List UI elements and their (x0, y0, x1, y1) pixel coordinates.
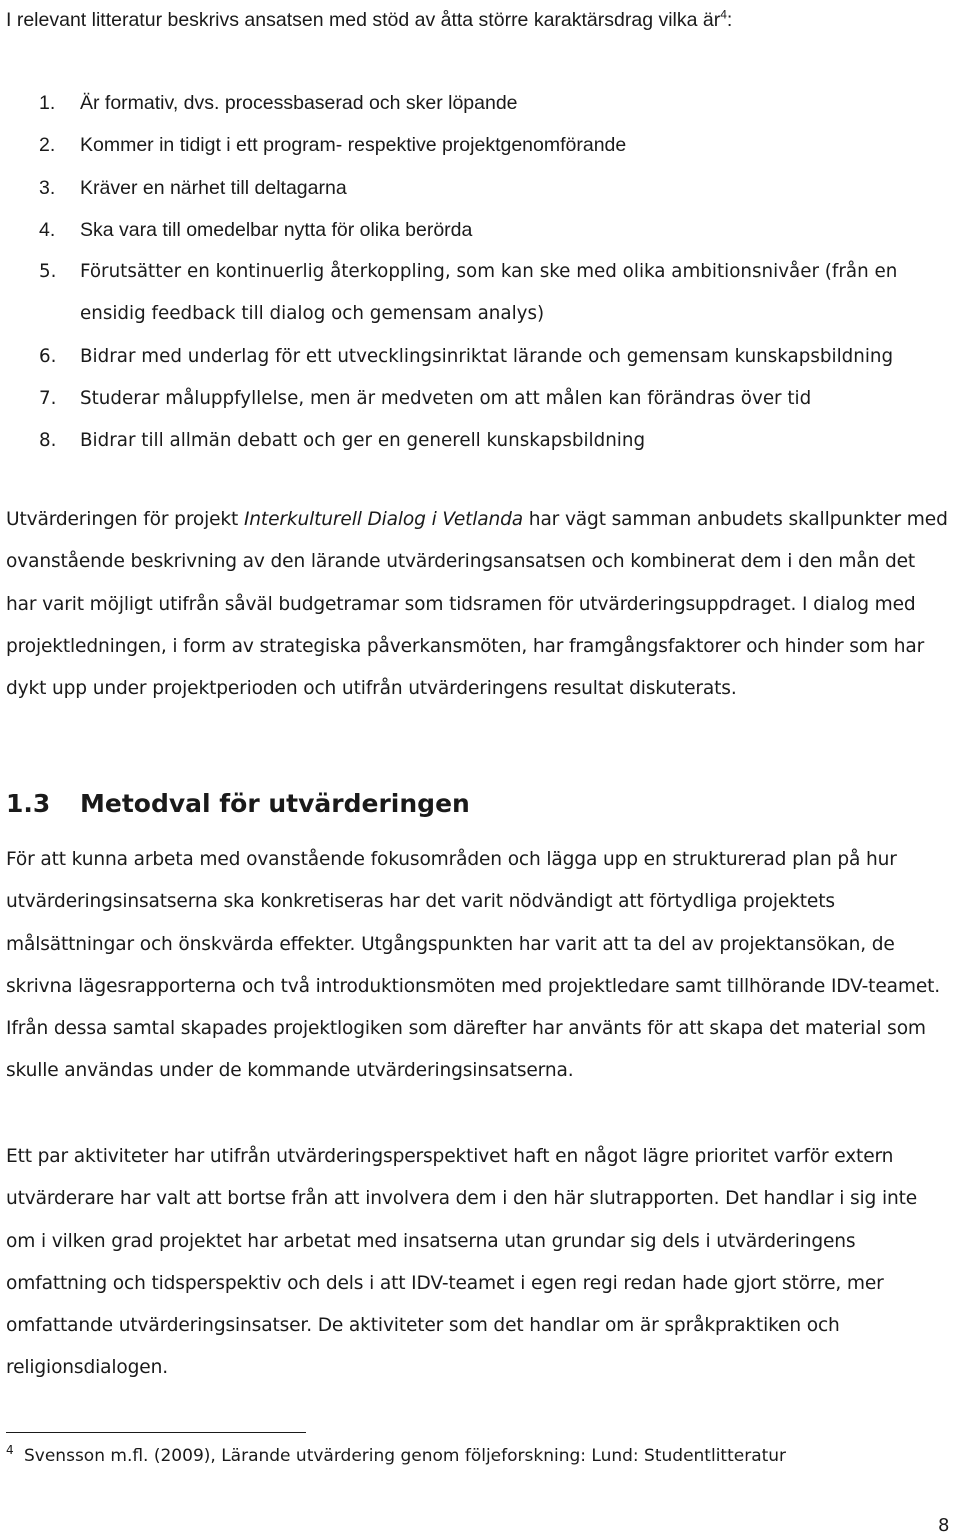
list-item-text: Kräver en närhet till deltagarna (80, 176, 347, 199)
list-item-number: 2. (39, 134, 56, 157)
characteristics-list (0, 82, 940, 463)
list-item-text: Bidrar med underlag för ett utvecklingsinriktat lärande och gemensam kunskapsbildning (80, 345, 894, 367)
list-item-text: Kommer in tidigt i ett program- respektive projektgenomförande (80, 134, 627, 157)
list-item (0, 167, 940, 209)
project-name: Interkulturell Dialog i Vetlanda (243, 509, 524, 530)
list-item-number: 3. (39, 176, 56, 199)
list-item-text: Är formativ, dvs. processbaserad och sker löpande (80, 92, 518, 114)
list-item-number: 4. (39, 218, 56, 241)
section-title: Metodval för utvärderingen (80, 789, 470, 818)
footnote-reference[interactable]: 4 (720, 7, 727, 22)
list-item (0, 251, 940, 336)
list-item (0, 378, 940, 420)
intro-suffix: : (726, 9, 733, 31)
list-item (0, 420, 940, 462)
list-item-text: Bidrar till allmän debatt och ger en generell kunskapsbildning (80, 430, 646, 452)
list-item-number: 1. (39, 92, 56, 114)
footnote-mark: 4 (6, 1443, 14, 1457)
intro-sentence (6, 2, 946, 38)
list-item-number: 7. (39, 388, 57, 410)
list-item (0, 82, 940, 124)
list-item-text: Ska vara till omedelbar nytta för olika berörda (80, 218, 473, 241)
method-paragraph: För att kunna arbeta med ovanstående fokusområden och lägga upp en strukturerad plan på hur utvärderingsinsatserna ska konkretiseras har det varit nödvändigt att förtydliga projektets målsättningar och önskvärda effekter. Utgångspunkten har varit att ta del av projektansökan, de skrivna lägesrapporterna och två introduktionsmöten med projektledare samt tillhörande IDV-teamet. Ifrån dessa samtal skapades projektlogiken som därefter har använts för att skapa det material som skulle användas under de kommande utvärderingsinsatserna. (6, 849, 941, 1082)
evaluation-paragraph (6, 499, 950, 710)
list-item-number: 5. (39, 261, 57, 283)
page-number: 8 (938, 1515, 950, 1536)
footnote-text: Svensson m.fl. (2009), Lärande utvärdering genom följeforskning: Lund: Studentlitteratur (24, 1446, 787, 1466)
activities-paragraph: Ett par aktiviteter har utifrån utvärderingsperspektivet haft en något lägre prioritet varför extern utvärderare har valt att bortse från att involvera dem i den här slutrapporten. Det handlar i sig inte om i vilken grad projektet har arbetat med insatserna utan grundar sig dels i utvärderingens omfattning och tidsperspektiv och dels i att IDV-teamet i egen regi redan hade gjort större, mer omfattande utvärderingsinsatser. De aktiviteter som det handlar om är språkpraktiken och religionsdialogen. (6, 1146, 918, 1379)
section-heading (6, 784, 470, 824)
list-item-text: Studerar måluppfyllelse, men är medveten om att målen kan förändras över tid (80, 388, 812, 410)
footnote-divider (6, 1432, 306, 1433)
footnote (6, 1440, 786, 1472)
list-item-number: 6. (39, 345, 57, 367)
list-item (0, 209, 940, 251)
list-item-text: Förutsätter en kontinuerlig återkoppling, som kan ske med olika ambitionsnivåer (från en ensidig feedback till dialog och gemensam analys) (80, 261, 898, 325)
paragraph-text-before: Utvärderingen för projekt (6, 509, 244, 530)
list-item (0, 124, 940, 166)
paragraph-text-after: har vägt samman anbudets skallpunkter med ovanstående beskrivning av den lärande utvärderingsansatsen och kombinerat dem i den mån det har varit möjligt utifrån såväl budgetramar som tidsramen för utvärderingsuppdraget. I dialog med projektledningen, i form av strategiska påverkansmöten, har framgångsfaktorer och hinder som har dykt upp under projektperioden och utifrån utvärderingens resultat diskuterats. (6, 509, 948, 700)
list-item (0, 336, 940, 378)
list-item-number: 8. (39, 430, 57, 452)
section-number: 1.3 (6, 789, 51, 818)
intro-text: I relevant litteratur beskrivs ansatsen med stöd av åtta större karaktärsdrag vilka är (6, 9, 721, 31)
